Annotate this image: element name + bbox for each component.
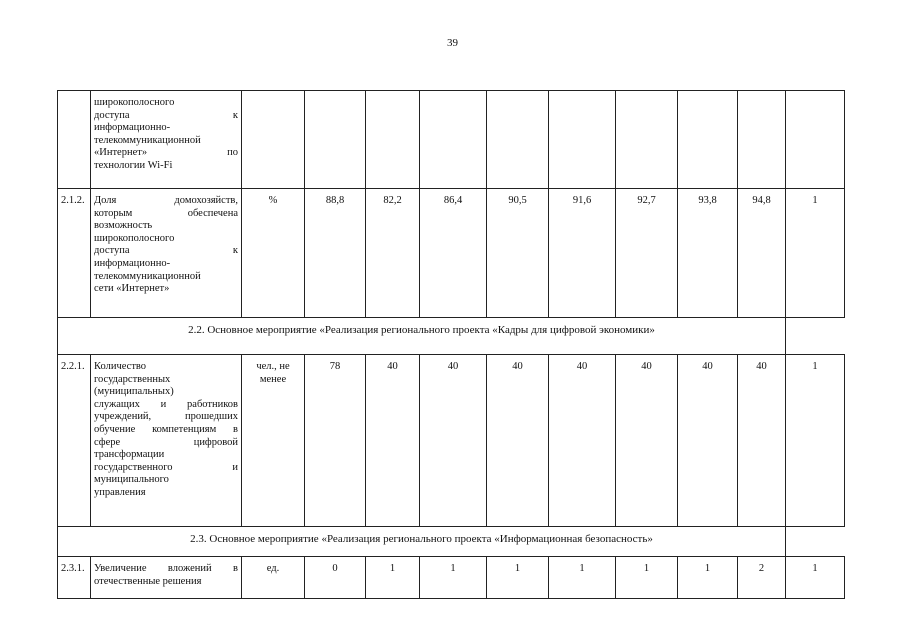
value-cell: 82,2: [366, 189, 420, 318]
row-description: [91, 189, 242, 318]
desc-line: возможность: [94, 220, 153, 232]
value-cell: 40: [366, 355, 420, 527]
page-number: 39: [447, 37, 458, 49]
row-number: [58, 91, 91, 189]
row-unit: [242, 91, 305, 189]
section-row: [58, 318, 845, 355]
desc-line: широкополосного: [94, 97, 175, 108]
desc-line: (муниципальных): [94, 386, 174, 398]
section-row: [58, 527, 845, 557]
value-cell: 1: [420, 557, 487, 599]
row-number: 2.3.1.: [58, 557, 91, 599]
value-cell: 94,8: [738, 189, 786, 318]
desc-line: муниципального: [94, 474, 169, 486]
value-cell: 1: [786, 557, 845, 599]
value-cell: 2: [738, 557, 786, 599]
desc-line: информационно-: [94, 122, 171, 134]
value-cell: 88,8: [305, 189, 366, 318]
desc-line: сфере цифровой: [94, 436, 238, 448]
row-unit: ед.: [242, 557, 305, 599]
value-cell: 40: [616, 355, 678, 527]
desc-line: сети «Интернет»: [94, 283, 170, 295]
desc-line: широкополосного: [94, 232, 175, 244]
row-description: [91, 91, 242, 189]
value-cell: 90,5: [487, 189, 549, 318]
row-unit: %: [242, 189, 305, 318]
desc-line: телекоммуникационной: [94, 270, 201, 282]
section-heading: 2.3. Основное мероприятие «Реализация регионального проекта «Информационная безопасность»: [58, 527, 786, 557]
row-description: [91, 557, 242, 599]
desc-line: трансформации: [94, 449, 165, 461]
value-cell: [487, 91, 549, 189]
desc-line: отечественные решения: [94, 575, 202, 587]
value-cell: [366, 91, 420, 189]
desc-line: телекоммуникационной: [94, 134, 201, 146]
desc-line: Количество: [94, 361, 147, 372]
table-row: [58, 189, 845, 318]
value-cell: 1: [549, 557, 616, 599]
value-cell: 40: [420, 355, 487, 527]
row-unit: чел., не менее: [242, 355, 305, 527]
value-cell: 1: [678, 557, 738, 599]
desc-line: технологии Wi-Fi: [94, 159, 173, 171]
desc-line: государственного и: [94, 461, 238, 473]
desc-line: «Интернет» по: [94, 147, 238, 159]
table-row: [58, 557, 845, 599]
value-cell: 93,8: [678, 189, 738, 318]
row-description: [91, 355, 242, 527]
row-number: 2.1.2.: [58, 189, 91, 318]
section-heading: 2.2. Основное мероприятие «Реализация регионального проекта «Кадры для цифровой экономики»: [58, 318, 786, 355]
desc-line: доступа к: [94, 245, 238, 257]
row-number: 2.2.1.: [58, 355, 91, 527]
desc-line: обучение компетенциям в: [94, 423, 238, 435]
value-cell: 40: [487, 355, 549, 527]
value-cell: [305, 91, 366, 189]
value-cell: 1: [786, 189, 845, 318]
value-cell: [420, 91, 487, 189]
desc-line: Увеличение вложений в: [94, 563, 238, 574]
value-cell: 40: [678, 355, 738, 527]
value-cell: 40: [549, 355, 616, 527]
value-cell: 92,7: [616, 189, 678, 318]
value-cell: [549, 91, 616, 189]
desc-line: учреждений, прошедших: [94, 411, 238, 423]
value-cell: 1: [487, 557, 549, 599]
desc-line: доступа к: [94, 109, 238, 121]
value-cell: [786, 91, 845, 189]
desc-line: государственных: [94, 373, 171, 385]
value-cell: 0: [305, 557, 366, 599]
desc-line: информационно-: [94, 257, 171, 269]
value-cell: 86,4: [420, 189, 487, 318]
table-row: [58, 91, 845, 189]
desc-line: Доля домохозяйств,: [94, 195, 238, 206]
value-cell: [616, 91, 678, 189]
table-row: [58, 355, 845, 527]
value-cell: [738, 91, 786, 189]
value-cell: 1: [786, 355, 845, 527]
desc-line: управления: [94, 486, 146, 498]
indicators-table: [57, 90, 845, 599]
value-cell: 1: [616, 557, 678, 599]
value-cell: 40: [738, 355, 786, 527]
value-cell: 1: [366, 557, 420, 599]
value-cell: 91,6: [549, 189, 616, 318]
desc-line: которым обеспечена: [94, 207, 238, 219]
value-cell: [678, 91, 738, 189]
value-cell: 78: [305, 355, 366, 527]
desc-line: служащих и работников: [94, 398, 238, 410]
